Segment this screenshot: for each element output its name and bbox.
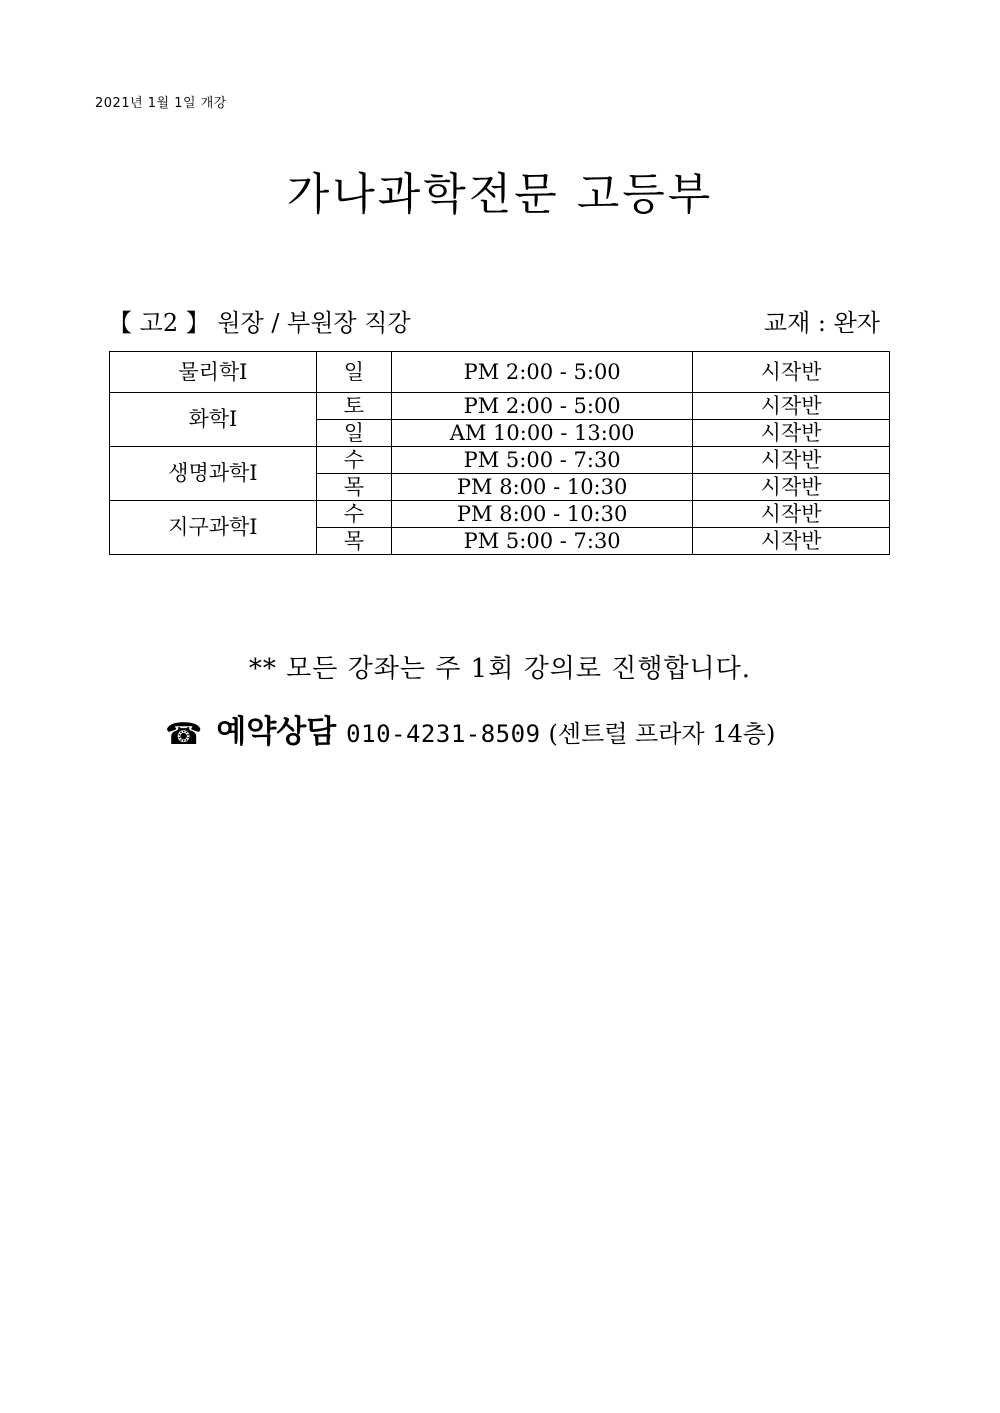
table-row xyxy=(110,352,890,393)
day-cell: 수 xyxy=(316,447,391,474)
subject-cell: 화학Ⅰ xyxy=(110,393,317,447)
subject-cell: 생명과학Ⅰ xyxy=(110,447,317,501)
status-cell: 시작반 xyxy=(693,352,890,393)
status-cell: 시작반 xyxy=(693,474,890,501)
time-cell: PM 5:00 - 7:30 xyxy=(392,528,693,555)
textbook-info: 교재 : 완자 xyxy=(763,309,880,337)
day-cell: 일 xyxy=(316,420,391,447)
day-cell: 일 xyxy=(316,352,391,393)
day-cell: 토 xyxy=(316,393,391,420)
telephone-icon: ☎ xyxy=(165,717,203,752)
contact-line xyxy=(165,706,775,752)
status-cell: 시작반 xyxy=(693,447,890,474)
day-cell: 목 xyxy=(316,528,391,555)
day-cell: 목 xyxy=(316,474,391,501)
time-cell: PM 2:00 - 5:00 xyxy=(392,352,693,393)
table-row xyxy=(110,501,890,528)
schedule-table xyxy=(109,351,890,555)
table-row xyxy=(110,393,890,420)
day-cell: 수 xyxy=(316,501,391,528)
time-cell: PM 8:00 - 10:30 xyxy=(392,501,693,528)
class-header: 【 고2 】 원장 / 부원장 직강 xyxy=(108,309,411,337)
page-title: 가나과학전문 고등부 xyxy=(286,169,714,220)
subject-cell: 물리학Ⅰ xyxy=(110,352,317,393)
status-cell: 시작반 xyxy=(693,393,890,420)
contact-number[interactable]: 010-4231-8509 xyxy=(346,720,541,748)
status-cell: 시작반 xyxy=(693,501,890,528)
status-cell: 시작반 xyxy=(693,420,890,447)
subject-cell: 지구과학Ⅰ xyxy=(110,501,317,555)
weekly-notice: ** 모든 강좌는 주 1회 강의로 진행합니다. xyxy=(248,654,752,684)
status-cell: 시작반 xyxy=(693,528,890,555)
table-row xyxy=(110,447,890,474)
time-cell: PM 5:00 - 7:30 xyxy=(392,447,693,474)
time-cell: PM 8:00 - 10:30 xyxy=(392,474,693,501)
contact-location: (센트럴 프라자 14층) xyxy=(548,720,776,748)
time-cell: PM 2:00 - 5:00 xyxy=(392,393,693,420)
open-date: 2021년 1월 1일 개강 xyxy=(95,96,227,111)
contact-label: 예약상담 xyxy=(216,714,337,750)
time-cell: AM 10:00 - 13:00 xyxy=(392,420,693,447)
